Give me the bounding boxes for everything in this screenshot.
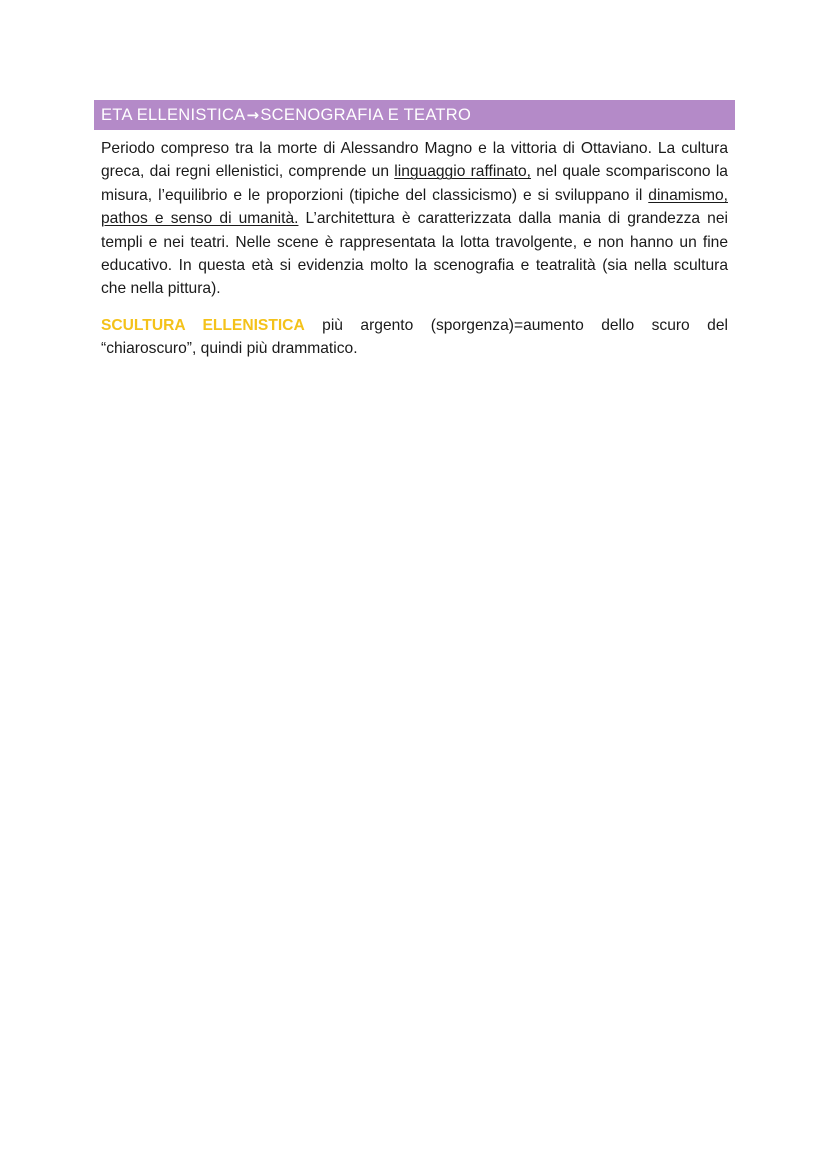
- underlined-phrase-dinamismo: dinamismo, pathos e senso di umanità.: [101, 186, 728, 228]
- paragraph-intro: [101, 137, 728, 301]
- paragraph-intro-text-b: nel quale scompariscono la misura, l’equilibrio e le proporzioni (tipiche del classicismo) e si sviluppano il: [101, 163, 728, 204]
- section-heading: [101, 106, 471, 125]
- heading-part-2: SCENOGRAFIA E TEATRO: [260, 105, 472, 124]
- section-heading-bar: [94, 100, 735, 130]
- highlighted-term-scultura: SCULTURA ELLENISTICA: [101, 317, 305, 334]
- right-arrow-icon: →: [246, 105, 260, 124]
- paragraph-scultura: [101, 314, 728, 361]
- paragraph-intro-text-a: Periodo compreso tra la morte di Alessandro Magno e la vittoria di Ottaviano. La cultura greca, dai regni ellenistici, comprende un: [101, 140, 728, 181]
- underlined-phrase-linguaggio: linguaggio raffinato,: [394, 163, 532, 181]
- heading-part-1: ETA ELLENISTICA: [101, 105, 246, 124]
- paragraph-intro-text-c: L’architettura è caratterizzata dalla mania di grandezza nei templi e nei teatri. Nelle scene è rappresentata la lotta travolgente, e non hanno un fine educativo. In questa età si evidenzia molto la scenografia e teatralità (sia nella scultura che nella pittura).: [101, 210, 728, 298]
- paragraph-scultura-text: più argento (sporgenza)=aumento dello scuro del “chiaroscuro”, quindi più drammatico.: [101, 317, 728, 358]
